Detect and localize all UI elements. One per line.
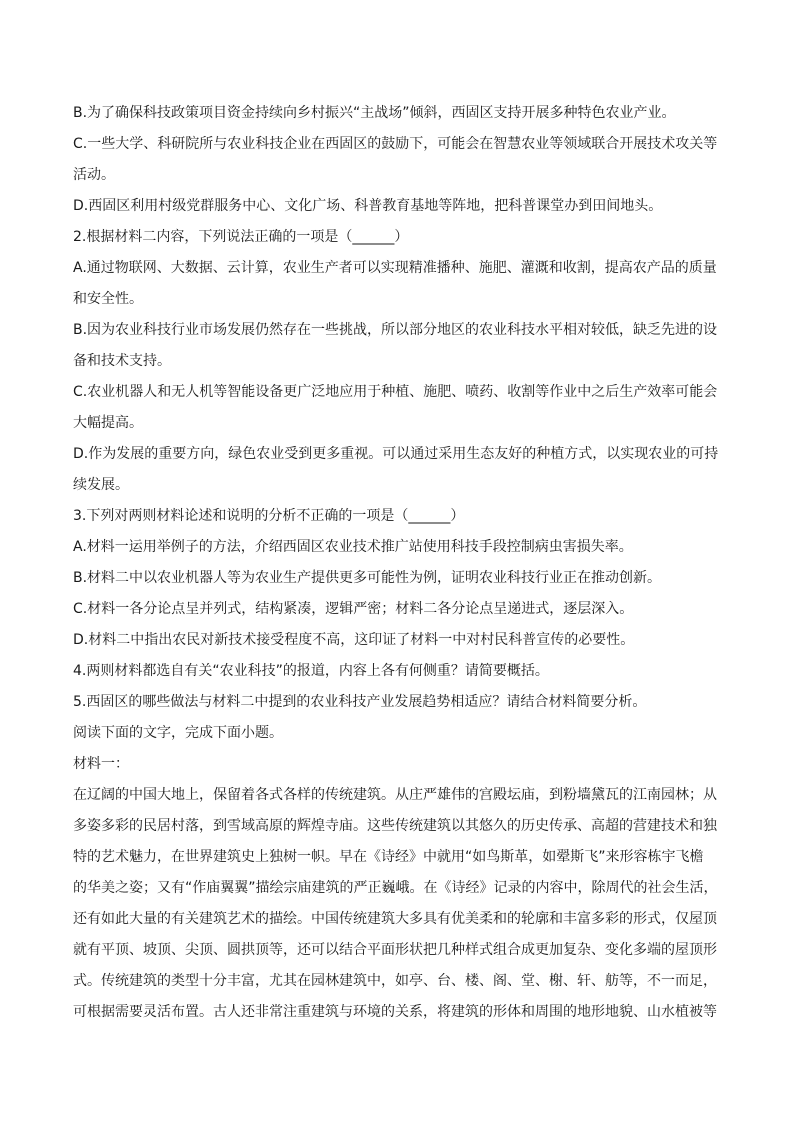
text-line: B.因为农业科技行业市场发展仍然存在一些挑战，所以部分地区的农业科技水平相对较低，缺乏先进的设 bbox=[73, 322, 718, 338]
passage-line: 在辽阔的中国大地上，保留着各式各样的传统建筑。从庄严雄伟的宫殿坛庙，到粉墙黛瓦的江南园林；从 bbox=[73, 787, 717, 803]
passage-line: 式。传统建筑的类型十分丰富，尤其在园林建筑中，如亭、台、楼、阁、堂、榭、轩、舫等，不一而足， bbox=[73, 973, 717, 989]
passage-line: 就有平顶、坡顶、尖顶、圆拱顶等，还可以结合平面形状把几种样式组合成更加复杂、变化多端的屋顶形 bbox=[73, 942, 717, 958]
passage-line: 的华美之姿；又有“作庙翼翼”描绘宗庙建筑的严正巍峨。在《诗经》记录的内容中，除周代的社会生活， bbox=[73, 880, 718, 896]
question-4: 4.两则材料都选自有关“农业科技”的报道，内容上各有何侧重？请简要概括。 bbox=[73, 663, 549, 679]
text-line: 备和技术支持。 bbox=[73, 353, 171, 369]
text-line: C.农业机器人和无人机等智能设备更广泛地应用于种植、施肥、喷药、收割等作业中之后生产效率可能会 bbox=[73, 384, 718, 400]
text-line: C.一些大学、科研院所与农业科技企业在西固区的鼓励下，可能会在智慧农业等领域联合开展技术攻关等 bbox=[73, 136, 718, 152]
text-line: A.通过物联网、大数据、云计算，农业生产者可以实现精准播种、施肥、灌溉和收割，提高农产品的质量 bbox=[73, 260, 717, 276]
text-line: D.西固区利用村级党群服务中心、文化广场、科普教育基地等阵地，把科普课堂办到田间地头。 bbox=[73, 198, 663, 214]
text-line: D.作为发展的重要方向，绿色农业受到更多重视。可以通过采用生态友好的种植方式，以实现农业的可持 bbox=[73, 446, 719, 462]
text-line: 活动。 bbox=[73, 167, 115, 183]
question-2-stem: 2.根据材料二内容，下列说法正确的一项是（______） bbox=[73, 229, 409, 245]
passage-line: 还有如此大量的有关建筑艺术的描绘。中国传统建筑大多具有优美柔和的轮廓和丰富多彩的形式，仅屋顶 bbox=[73, 911, 717, 927]
text-line: 和安全性。 bbox=[73, 291, 143, 307]
material-heading: 材料一： bbox=[73, 756, 129, 772]
question-3-stem: 3.下列对两则材料论述和说明的分析不正确的一项是（______） bbox=[73, 508, 465, 524]
passage-line: 多姿多彩的民居村落，到雪域高原的辉煌寺庙。这些传统建筑以其悠久的历史传承、高超的营建技术和独 bbox=[73, 818, 717, 834]
text-line: C.材料一各分论点呈并列式，结构紧凑，逻辑严密；材料二各分论点呈递进式，逐层深入。 bbox=[73, 601, 634, 617]
passage-line: 特的艺术魅力，在世界建筑史上独树一帜。早在《诗经》中就用“如鸟斯革，如翚斯飞”来形容栋宇飞檐 bbox=[73, 849, 704, 865]
text-line: D.材料二中指出农民对新技术接受程度不高，这印证了材料一中对村民科普宣传的必要性。 bbox=[73, 632, 635, 648]
text-line: 大幅提高。 bbox=[73, 415, 143, 431]
reading-instruction: 阅读下面的文字，完成下面小题。 bbox=[73, 725, 283, 741]
text-line: 续发展。 bbox=[73, 477, 129, 493]
text-line: B.为了确保科技政策项目资金持续向乡村振兴“主战场”倾斜，西固区支持开展多种特色农业产业。 bbox=[73, 105, 676, 121]
text-line: A.材料一运用举例子的方法，介绍西固区农业技术推广站使用科技手段控制病虫害损失率。 bbox=[73, 539, 633, 555]
document-body bbox=[73, 98, 733, 1028]
question-5: 5.西固区的哪些做法与材料二中提到的农业科技产业发展趋势相适应？请结合材料简要分析。 bbox=[73, 694, 647, 710]
passage-line: 可根据需要灵活布置。古人还非常注重建筑与环境的关系，将建筑的形体和周围的地形地貌、山水植被等 bbox=[73, 1004, 717, 1020]
text-line: B.材料二中以农业机器人等为农业生产提供更多可能性为例，证明农业科技行业正在推动创新。 bbox=[73, 570, 662, 586]
